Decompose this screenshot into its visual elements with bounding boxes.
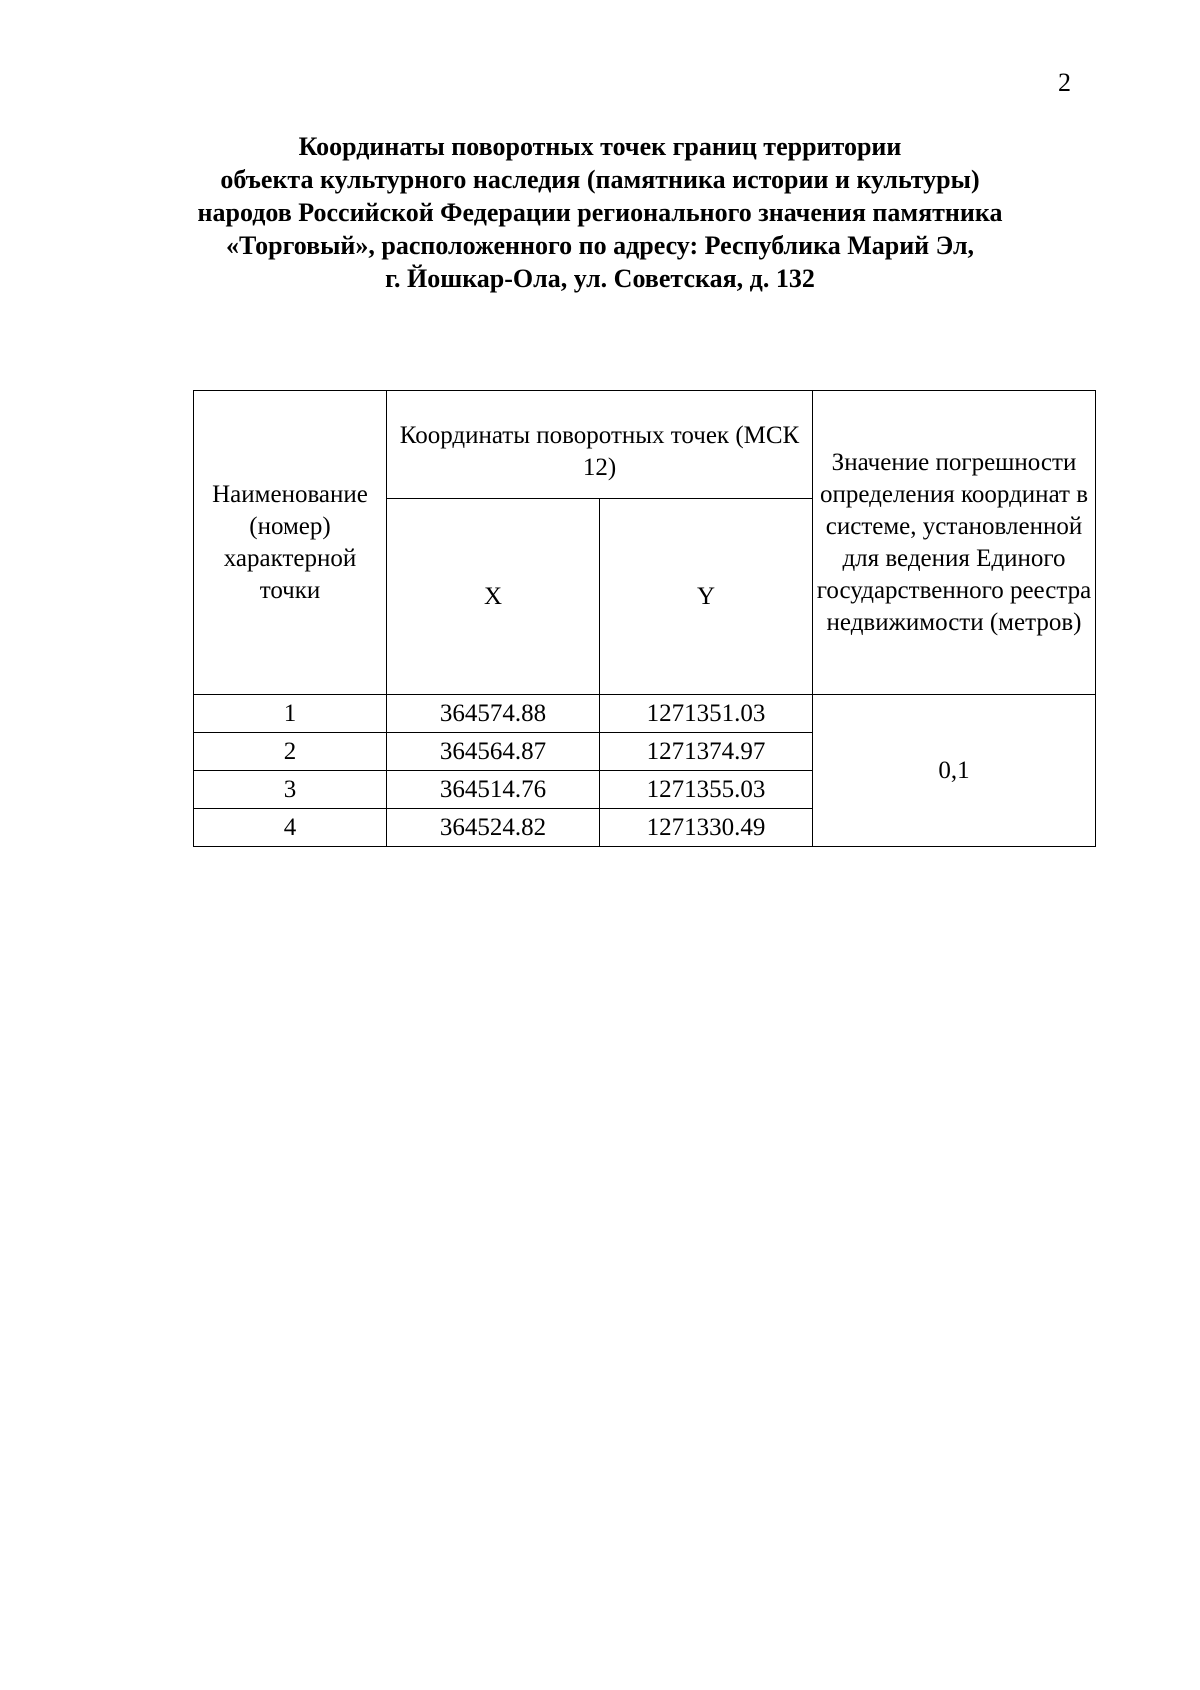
point-number-cell: 1 [194, 695, 387, 733]
table-row [194, 695, 1096, 733]
document-title [150, 130, 1050, 295]
title-line: «Торговый», расположенного по адресу: Республика Марий Эл, [225, 231, 975, 260]
title-line: г. Йошкар-Ола, ул. Советская, д. 132 [385, 264, 815, 293]
point-number-cell: 4 [194, 809, 387, 847]
point-number-cell: 2 [194, 733, 387, 771]
title-line: объекта культурного наследия (памятника истории и культуры) [220, 165, 980, 194]
header-point-name: Наименование (номер) характерной точки [194, 391, 387, 695]
error-value-cell: 0,1 [813, 695, 1096, 847]
coordinates-table [193, 390, 1096, 847]
x-cell: 364514.76 [387, 771, 600, 809]
title-line: народов Российской Федерации регионального значения памятника [197, 198, 1003, 227]
page-number: 2 [1058, 68, 1071, 97]
x-cell: 364574.88 [387, 695, 600, 733]
y-cell: 1271330.49 [600, 809, 813, 847]
x-cell: 364564.87 [387, 733, 600, 771]
header-x: X [387, 499, 600, 695]
y-cell: 1271351.03 [600, 695, 813, 733]
title-line: Координаты поворотных точек границ территории [298, 132, 902, 161]
x-cell: 364524.82 [387, 809, 600, 847]
y-cell: 1271374.97 [600, 733, 813, 771]
point-number-cell: 3 [194, 771, 387, 809]
header-y: Y [600, 499, 813, 695]
header-coordinates: Координаты поворотных точек (МСК 12) [387, 391, 813, 499]
header-error: Значение погрешности определения координат в системе, установленной для ведения Единого государственного реестра недвижимости (метров) [813, 391, 1096, 695]
y-cell: 1271355.03 [600, 771, 813, 809]
